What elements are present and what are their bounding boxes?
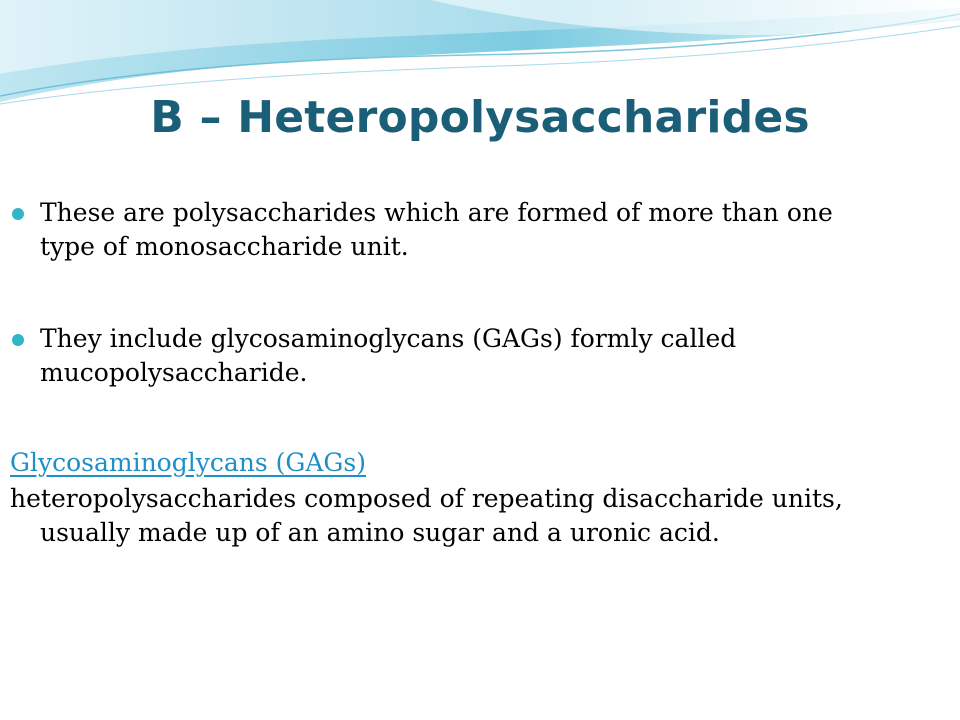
slide-title: B – Heteropolysaccharides <box>150 92 810 143</box>
bullet-text: They include glycosaminoglycans (GAGs) formly called mucopolysaccharide. <box>40 324 737 387</box>
bullet-item <box>0 196 960 264</box>
bullet-item <box>0 322 960 390</box>
slide-content <box>0 196 960 550</box>
section-heading-link[interactable]: Glycosaminoglycans (GAGs) <box>10 448 366 477</box>
bullet-marker-icon <box>12 334 24 346</box>
bullet-text: These are polysaccharides which are formed of more than one type of monosaccharide unit. <box>40 198 833 261</box>
bullet-marker-icon <box>12 208 24 220</box>
section-body-text: heteropolysaccharides composed of repeating disaccharide units, usually made up of an amino sugar and a uronic acid. <box>10 484 843 547</box>
